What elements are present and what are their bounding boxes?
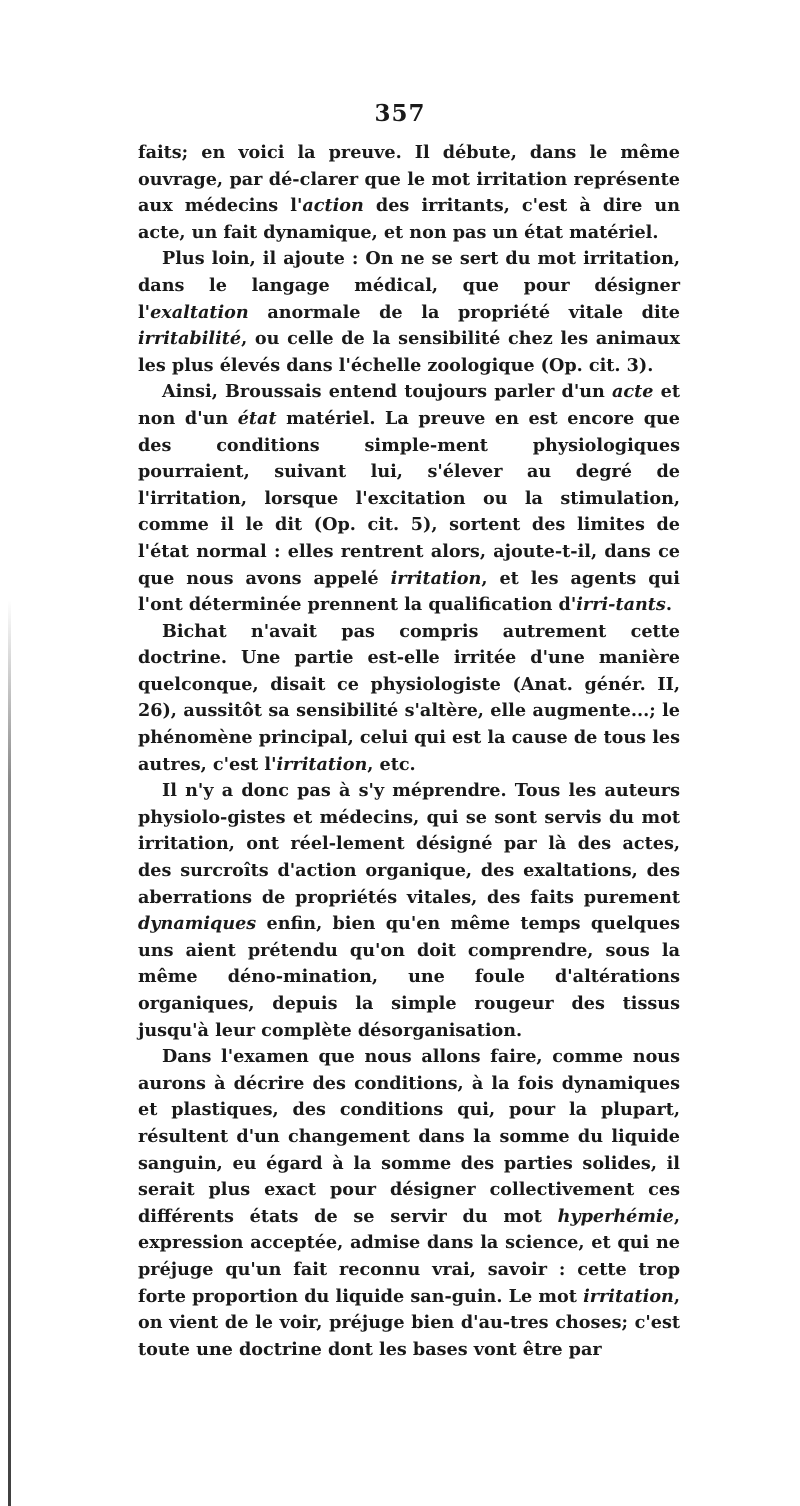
- text-run: , ou celle de la sensibilité chez les animaux les plus élevés dans l'échelle zoologique (Op. cit. 3).: [138, 328, 680, 376]
- text-run: , expression acceptée, admise dans la science, et qui ne préjuge qu'un fait reconnu vrai, savoir : cette trop forte proportion du liquide san-guin. Le mot: [138, 1205, 680, 1307]
- italic-term: irritation: [583, 1285, 674, 1307]
- text-run: enfin, bien qu'en même temps quelques uns aient prétendu qu'on doit comprendre, sous la même déno-mination, une foule d'altérations organiques, depuis la simple rougeur des tissus jusqu'à leur complète désorganisation.: [138, 913, 680, 1041]
- italic-term: irritation: [276, 753, 368, 775]
- text-run: Il n'y a donc pas à s'y méprendre. Tous les auteurs physiolo-gistes et médecins, qui se sont servis du mot irritation, ont réel-lement désigné par là des actes, des surcroîts d'action organique, des exaltations, des aberrations de propriétés vitales, des faits purement: [138, 780, 680, 908]
- paragraph-2: [138, 246, 680, 379]
- page-number: 357: [374, 100, 426, 127]
- italic-term: action: [302, 195, 364, 217]
- paragraph-5: [138, 778, 680, 1044]
- text-run: des irritants, c'est à dire un acte, un fait dynamique, et non pas un état matériel.: [138, 195, 680, 243]
- text-run: faits; en voici la preuve. Il débute, dans le même ouvrage, par dé-clarer que le mot irritation représente aux médecins l': [138, 142, 680, 217]
- text-run: Dans l'examen que nous allons faire, comme nous aurons à décrire des conditions, à la fois dynamiques et plastiques, des conditions qui, pour la plupart, résultent d'un changement dans la somme du liquide sanguin, eu égard à la somme des parties solides, il serait plus exact pour désigner collectivement ces différents états de se servir du mot: [138, 1046, 680, 1227]
- paragraph-3: [138, 379, 680, 618]
- italic-term: dynamiques: [138, 913, 257, 935]
- italic-term: irri-tants: [576, 594, 666, 616]
- paragraph-6: [138, 1044, 680, 1363]
- text-run: Bichat n'avait pas compris autrement cette doctrine. Une partie est-elle irritée d'une manière quelconque, disait ce physiologiste (Anat. génér. II, 26), aussitôt sa sensibilité s'altère, elle augmente...; le phénomène principal, celui qui est la cause de tous les autres, c'est l': [138, 620, 680, 775]
- text-run: Plus loin, il ajoute : On ne se sert du mot irritation, dans le langage médical, que pour désigner l': [138, 248, 680, 323]
- text-run: , et les agents qui l'ont déterminée prennent la qualification d': [138, 567, 680, 616]
- paragraph-1: [138, 140, 680, 246]
- body-text: [138, 140, 680, 1363]
- italic-term: état: [237, 407, 277, 429]
- text-run: , on vient de le voir, préjuge bien d'au-tres choses; c'est toute une doctrine dont les bases vont être par: [138, 1285, 680, 1360]
- italic-term: exaltation: [150, 301, 249, 323]
- text-run: anormale de la propriété vitale dite: [248, 301, 680, 323]
- text-run: .: [665, 594, 672, 616]
- text-run: , etc.: [367, 753, 416, 775]
- italic-term: irritation: [390, 567, 482, 589]
- paragraph-4: [138, 619, 680, 779]
- binding-shadow-line: [8, 600, 11, 1506]
- text-run: Ainsi, Broussais entend toujours parler d'un: [162, 381, 613, 403]
- italic-term: acte: [612, 381, 654, 403]
- text-run: et non d'un: [138, 381, 680, 429]
- italic-term: hyperhémie: [557, 1205, 674, 1227]
- text-run: matériel. La preuve en est encore que des conditions simple-ment physiologiques pourraient, suivant lui, s'élever au degré de l'irritation, lorsque l'excitation ou la stimulation, comme il le dit (Op. cit. 5), sortent des limites de l'état normal : elles rentrent alors, ajoute-t-il, dans ce que nous avons appelé: [138, 407, 680, 589]
- italic-term: irritabilité: [138, 328, 242, 350]
